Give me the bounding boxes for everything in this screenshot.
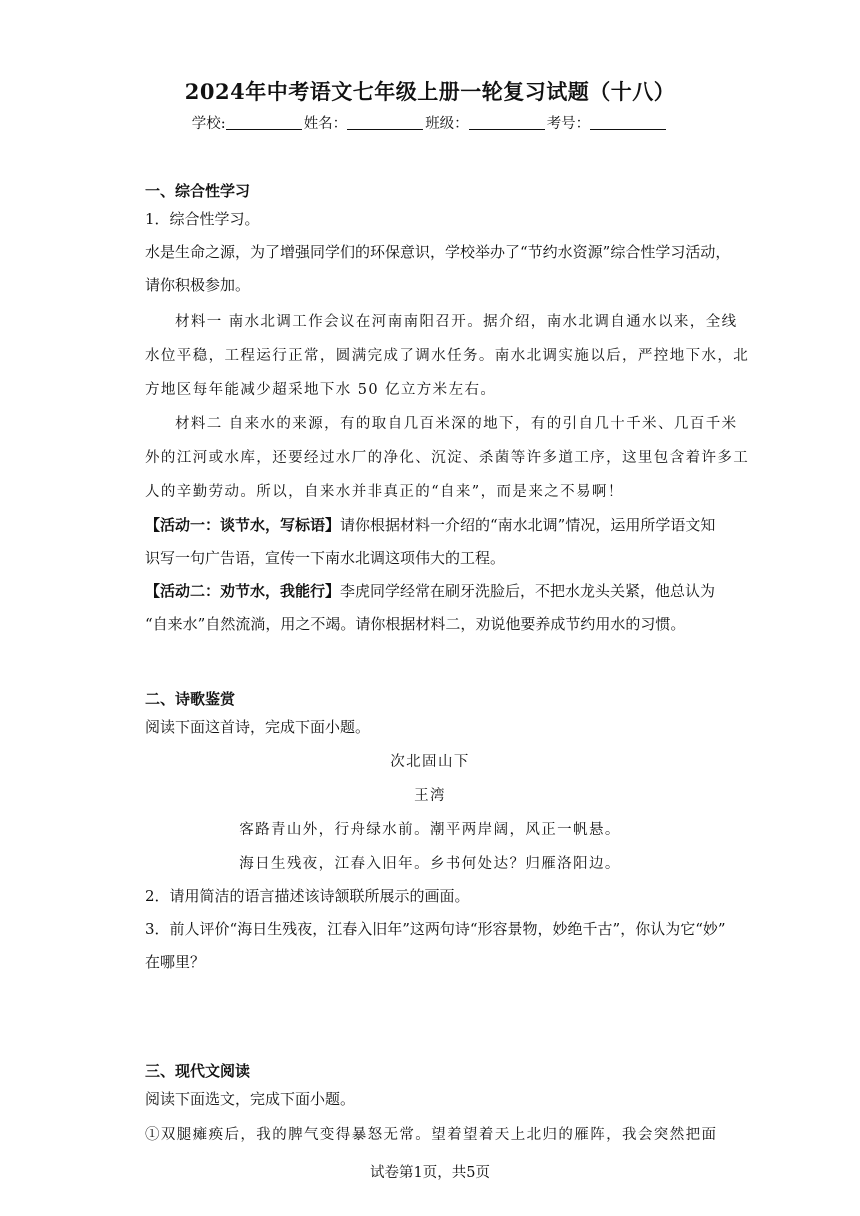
number-blank[interactable] bbox=[590, 115, 666, 130]
section1-intro-line-1: 水是生命之源，为了增强同学们的环保意识，学校举办了“节约水资源”综合性学习活动， bbox=[145, 243, 731, 261]
material1-line-2: 水位平稳，工程运行正常，圆满完成了调水任务。南水北调实施以后，严控地下水，北 bbox=[145, 348, 750, 364]
section1-intro-line-2: 请你积极参加。 bbox=[145, 276, 251, 294]
material2-line-2: 外的江河或水库，还要经过水厂的净化、沉淀、杀菌等许多道工序，这里包含着许多工 bbox=[145, 450, 750, 466]
class-label: 班级： bbox=[425, 116, 469, 132]
school-blank[interactable] bbox=[226, 115, 302, 130]
question-3-line-2: 在哪里？ bbox=[145, 953, 206, 971]
material2-line-1: 材料二 自来水的来源，有的取自几百米深的地下，有的引自几十千米、几百千米 bbox=[175, 416, 738, 432]
student-info-line bbox=[0, 112, 860, 133]
section3-heading: 三、现代文阅读 bbox=[145, 1062, 251, 1080]
question-1: 1．综合性学习。 bbox=[145, 210, 260, 228]
section1-heading: 一、综合性学习 bbox=[145, 182, 251, 200]
material1-line-1: 材料一 南水北调工作会议在河南南阳召开。据介绍，南水北调自通水以来，全线 bbox=[175, 314, 738, 330]
material2-line-3: 人的辛勤劳动。所以，自来水并非真正的“自来”，而是来之不易啊！ bbox=[145, 484, 624, 500]
activity2-text: 李虎同学经常在刷牙洗脸后，不把水龙头关紧，他总认为 bbox=[340, 582, 716, 600]
name-label: 姓名： bbox=[303, 116, 348, 132]
poem-line-2: 海日生残夜，江春入旧年。乡书何处达？归雁洛阳边。 bbox=[239, 856, 621, 872]
activity2-label: 【活动二：劝节水，我能行】 bbox=[145, 582, 341, 600]
number-label: 考号： bbox=[546, 116, 591, 132]
material1-line-3: 方地区每年能减少超采地下水 50 亿立方米左右。 bbox=[145, 382, 497, 398]
name-blank[interactable] bbox=[347, 115, 423, 130]
activity1-text: 请你根据材料一介绍的“南水北调”情况，运用所学语文知 bbox=[340, 516, 716, 534]
activity1-line-1 bbox=[145, 514, 715, 535]
page-footer: 试卷第1页，共5页 bbox=[370, 1165, 490, 1181]
question-3-line-1: 3．前人评价“海日生残夜，江春入旧年”这两句诗“形容景物，妙绝千古”，你认为它“妙” bbox=[145, 920, 726, 938]
question-2: 2．请用简洁的语言描述该诗颔联所展示的画面。 bbox=[145, 887, 470, 905]
activity1-line-2: 识写一句广告语，宣传一下南水北调这项伟大的工程。 bbox=[145, 549, 506, 567]
activity2-line-2: “自来水”自然流淌，用之不竭。请你根据材料二，劝说他要养成节约用水的习惯。 bbox=[145, 615, 686, 633]
section2-heading: 二、诗歌鉴赏 bbox=[145, 690, 236, 708]
section2-intro: 阅读下面这首诗，完成下面小题。 bbox=[145, 718, 371, 736]
poem-line-1: 客路青山外，行舟绿水前。潮平两岸阔，风正一帆悬。 bbox=[239, 822, 621, 838]
school-label: 学校: bbox=[191, 116, 226, 132]
page-title: 2024年中考语文七年级上册一轮复习试题（十八） bbox=[184, 79, 676, 104]
passage-paragraph-1-line-1: ①双腿瘫痪后，我的脾气变得暴怒无常。望着望着天上北归的雁阵，我会突然把面 bbox=[145, 1127, 718, 1143]
section3-intro: 阅读下面选文，完成下面小题。 bbox=[145, 1090, 356, 1108]
poem-author: 王湾 bbox=[414, 788, 446, 804]
activity2-line-1 bbox=[145, 580, 715, 601]
poem-title: 次北固山下 bbox=[390, 754, 470, 770]
activity1-label: 【活动一：谈节水，写标语】 bbox=[145, 516, 341, 534]
class-blank[interactable] bbox=[469, 115, 545, 130]
